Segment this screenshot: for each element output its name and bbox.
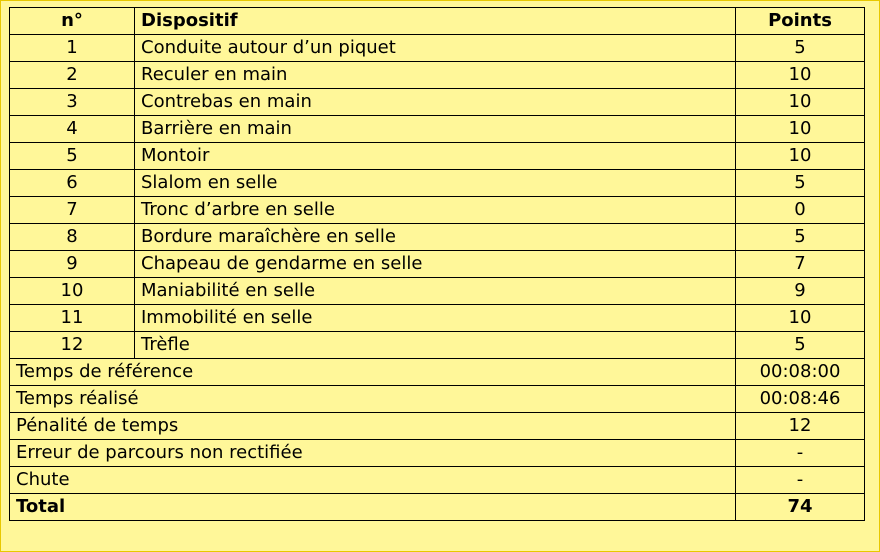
row-dispositif: Montoir (135, 143, 736, 170)
summary-value: 00:08:46 (736, 386, 865, 413)
row-dispositif: Barrière en main (135, 116, 736, 143)
row-num: 2 (10, 62, 135, 89)
summary-label: Temps réalisé (10, 386, 736, 413)
total-label: Total (10, 494, 736, 521)
row-dispositif: Slalom en selle (135, 170, 736, 197)
row-points: 0 (736, 197, 865, 224)
summary-label: Erreur de parcours non rectifiée (10, 440, 736, 467)
row-dispositif: Trèfle (135, 332, 736, 359)
table-row (10, 305, 865, 332)
row-num: 12 (10, 332, 135, 359)
row-dispositif: Tronc d’arbre en selle (135, 197, 736, 224)
summary-value: - (736, 440, 865, 467)
row-points: 5 (736, 224, 865, 251)
summary-value: 00:08:00 (736, 359, 865, 386)
row-points: 10 (736, 116, 865, 143)
row-num: 10 (10, 278, 135, 305)
row-dispositif: Chapeau de gendarme en selle (135, 251, 736, 278)
row-points: 5 (736, 35, 865, 62)
summary-label: Chute (10, 467, 736, 494)
header-row (10, 8, 865, 35)
row-dispositif: Contrebas en main (135, 89, 736, 116)
row-num: 1 (10, 35, 135, 62)
summary-label: Pénalité de temps (10, 413, 736, 440)
row-points: 7 (736, 251, 865, 278)
table-row (10, 170, 865, 197)
row-points: 9 (736, 278, 865, 305)
summary-row (10, 386, 865, 413)
summary-row (10, 467, 865, 494)
summary-row (10, 359, 865, 386)
summary-row (10, 440, 865, 467)
total-value: 74 (736, 494, 865, 521)
table-row (10, 224, 865, 251)
row-dispositif: Bordure maraîchère en selle (135, 224, 736, 251)
header-num: n° (10, 8, 135, 35)
row-points: 5 (736, 332, 865, 359)
row-num: 9 (10, 251, 135, 278)
header-points: Points (736, 8, 865, 35)
row-num: 7 (10, 197, 135, 224)
table-row (10, 251, 865, 278)
row-points: 10 (736, 89, 865, 116)
table-row (10, 197, 865, 224)
summary-row (10, 413, 865, 440)
row-num: 3 (10, 89, 135, 116)
row-dispositif: Immobilité en selle (135, 305, 736, 332)
row-num: 5 (10, 143, 135, 170)
row-num: 4 (10, 116, 135, 143)
row-points: 10 (736, 62, 865, 89)
row-dispositif: Reculer en main (135, 62, 736, 89)
table-row (10, 62, 865, 89)
row-points: 10 (736, 305, 865, 332)
row-num: 11 (10, 305, 135, 332)
header-dispositif: Dispositif (135, 8, 736, 35)
row-points: 10 (736, 143, 865, 170)
row-dispositif: Maniabilité en selle (135, 278, 736, 305)
summary-value: - (736, 467, 865, 494)
summary-label: Temps de référence (10, 359, 736, 386)
table-row (10, 35, 865, 62)
row-num: 6 (10, 170, 135, 197)
scores-table (9, 7, 865, 521)
table-row (10, 116, 865, 143)
table-row (10, 89, 865, 116)
table-row (10, 332, 865, 359)
row-dispositif: Conduite autour d’un piquet (135, 35, 736, 62)
table-row (10, 278, 865, 305)
table-row (10, 143, 865, 170)
row-num: 8 (10, 224, 135, 251)
summary-value: 12 (736, 413, 865, 440)
total-row (10, 494, 865, 521)
row-points: 5 (736, 170, 865, 197)
